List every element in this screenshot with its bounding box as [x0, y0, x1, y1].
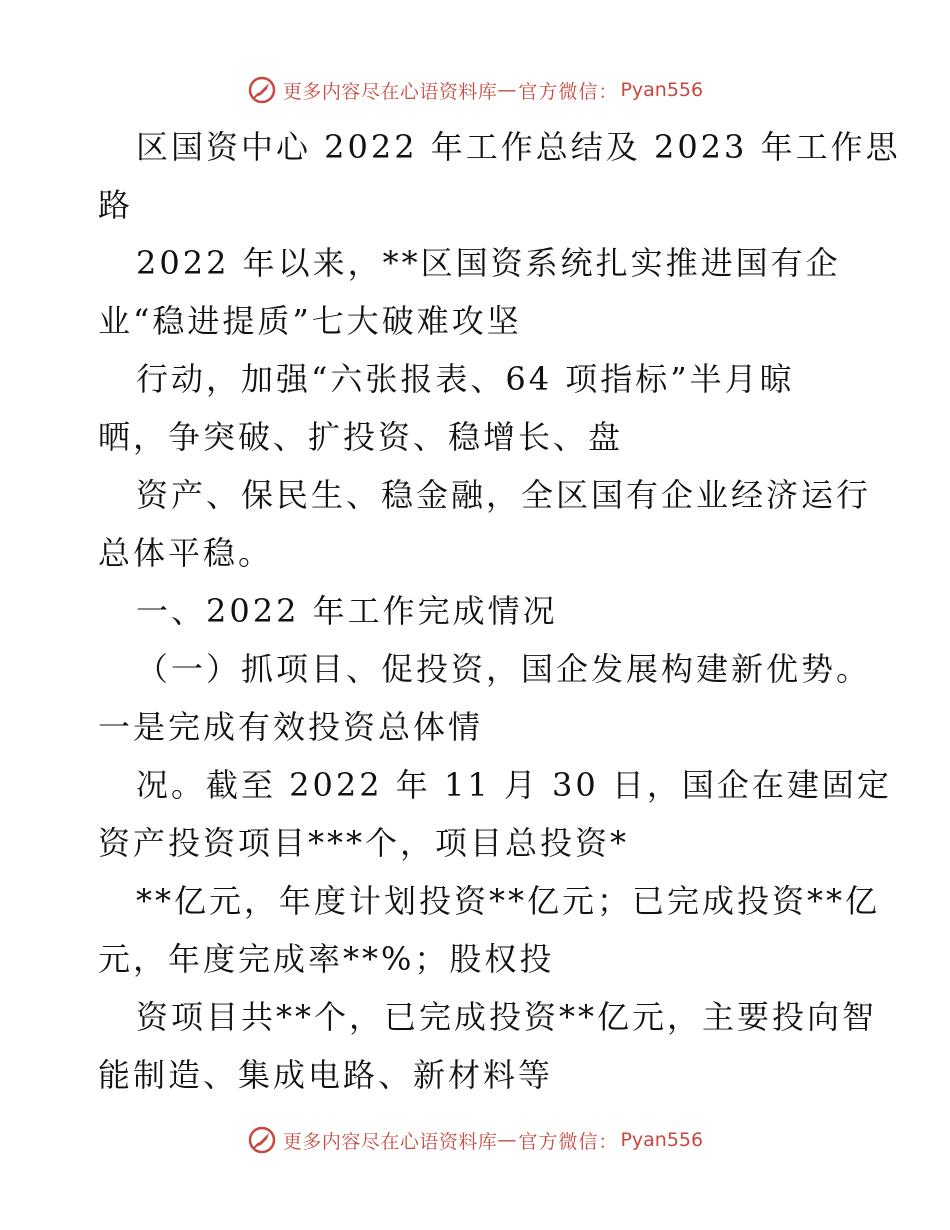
watermark-wechat-label: 官方微信： — [518, 1130, 619, 1153]
text-line: 资产投资项目***个，项目总投资* — [98, 824, 630, 862]
text-line: 2022 年以来，**区国资系统扎实推进国有企 — [136, 244, 841, 282]
text-line: 晒，争突破、扩投资、稳增长、盘 — [98, 418, 624, 456]
quill-logo-icon — [247, 1125, 277, 1155]
text-line: 元，年度完成率**%；股权投 — [98, 940, 555, 978]
watermark-footer — [0, 1120, 950, 1160]
text-line: 资产、保民生、稳金融，全区国有企业经济运行 — [136, 476, 872, 514]
text-line: 况。截至 2022 年 11 月 30 日，国企在建固定 — [136, 766, 892, 804]
text-line: 业“稳进提质”七大破难攻坚 — [98, 302, 522, 340]
watermark-main-text: 更多内容尽在心语资料库 — [282, 80, 498, 103]
text-line: 总体平稳。 — [98, 534, 274, 572]
document-body — [98, 118, 901, 1104]
text-line: 能制造、集成电路、新材料等 — [98, 1056, 554, 1094]
watermark-wechat-id: Pyan556 — [620, 79, 704, 101]
watermark-header — [0, 70, 950, 110]
text-line: 行动，加强“六张报表、64 项指标”半月晾 — [136, 360, 795, 398]
watermark-main-text: 更多内容尽在心语资料库 — [282, 1130, 498, 1153]
watermark-wechat-label: 官方微信： — [518, 80, 619, 103]
quill-logo-icon — [247, 75, 277, 105]
watermark-dash: — — [497, 79, 517, 101]
text-line: 区国资中心 2022 年工作总结及 2023 年工作思 — [136, 128, 901, 166]
text-line: 一、2022 年工作完成情况 — [136, 592, 558, 630]
text-line: 资项目共**个，已完成投资**亿元，主要投向智 — [136, 998, 878, 1036]
text-line: （一）抓项目、促投资，国企发展构建新优势。 — [136, 650, 872, 688]
text-line: 一是完成有效投资总体情 — [98, 708, 484, 746]
watermark-wechat-id: Pyan556 — [620, 1129, 704, 1151]
text-line: **亿元，年度计划投资**亿元；已完成投资**亿 — [136, 882, 881, 920]
text-line: 路 — [98, 186, 134, 224]
watermark-dash: — — [497, 1129, 517, 1151]
